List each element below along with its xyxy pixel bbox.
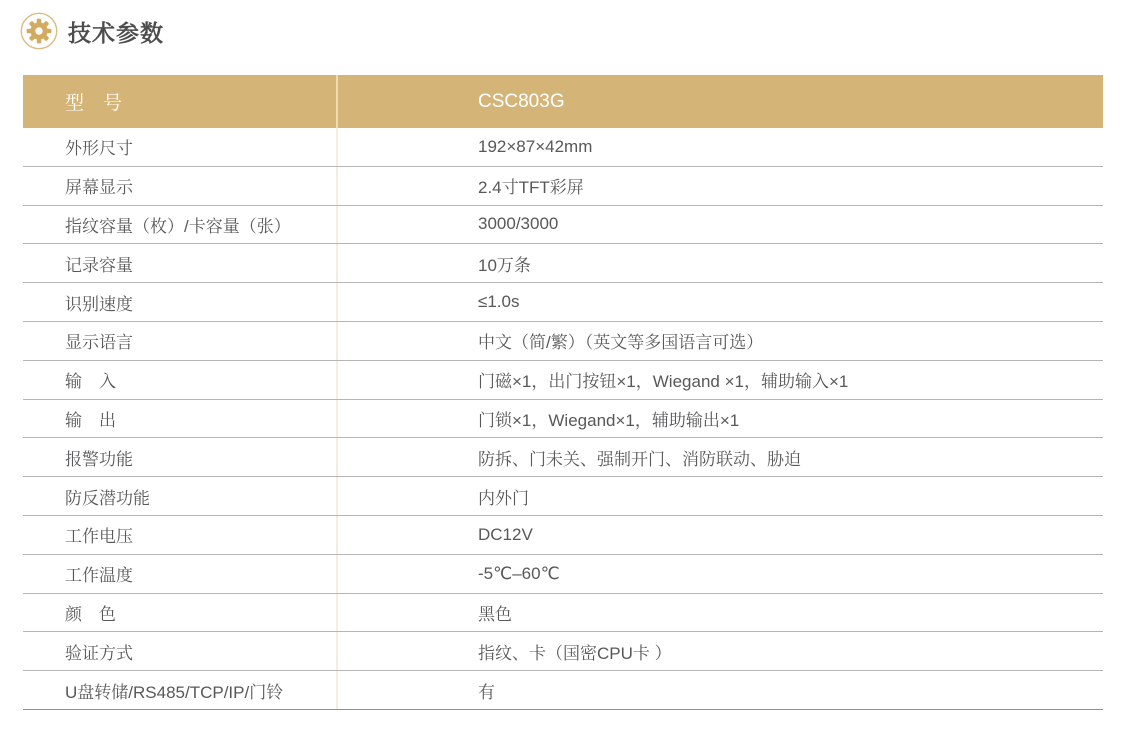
spec-value: 门磁×1，出门按钮×1，Wiegand ×1，辅助输入×1 (478, 372, 849, 392)
spec-label: 颜 色 (23, 594, 338, 632)
spec-value: 10万条 (478, 255, 531, 275)
spec-label: 输 出 (23, 400, 338, 438)
table-row (23, 361, 1103, 400)
spec-value: 内外门 (478, 488, 529, 508)
table-row (23, 244, 1103, 283)
table-row (23, 555, 1103, 594)
table-row (23, 594, 1103, 633)
spec-value: 黑色 (478, 604, 512, 624)
spec-value: DC12V (478, 524, 533, 544)
table-row (23, 128, 1103, 167)
spec-label: 工作温度 (23, 555, 338, 593)
spec-value: ≤1.0s (478, 292, 520, 312)
spec-value: 中文（简/繁）（英文等多国语言可选） (478, 333, 764, 353)
spec-label: 指纹容量（枚）/卡容量（张） (23, 206, 338, 244)
table-row (23, 400, 1103, 439)
spec-label: 工作电压 (23, 516, 338, 554)
spec-label: 识别速度 (23, 283, 338, 321)
spec-label: 屏幕显示 (23, 167, 338, 205)
spec-label: U盘转储/RS485/TCP/IP/门铃 (23, 671, 338, 709)
table-row (23, 516, 1103, 555)
spec-value: 指纹、卡（国密CPU卡 ） (478, 643, 672, 663)
table-row (23, 477, 1103, 516)
spec-label: 防反潜功能 (23, 477, 338, 515)
spec-label: 输 入 (23, 361, 338, 399)
page-title: 技术参数 (68, 19, 164, 46)
spec-label: 验证方式 (23, 632, 338, 670)
table-row (23, 322, 1103, 361)
model-header-label: 型 号 (23, 75, 338, 128)
spec-label: 显示语言 (23, 322, 338, 360)
model-number: CSC803G (478, 90, 565, 112)
gear-icon (20, 12, 58, 50)
spec-value: -5℃–60℃ (478, 563, 560, 583)
spec-value: 防拆、门未关、强制开门、消防联动、胁迫 (478, 449, 801, 469)
spec-value: 门锁×1，Wiegand×1，辅助输出×1 (478, 410, 740, 430)
spec-value: 192×87×42mm (478, 136, 593, 156)
spec-table (23, 75, 1103, 710)
table-row (23, 438, 1103, 477)
spec-table-header-row (23, 75, 1103, 128)
table-row (23, 632, 1103, 671)
spec-value: 2.4寸TFT彩屏 (478, 178, 584, 198)
spec-label: 记录容量 (23, 244, 338, 282)
spec-label: 报警功能 (23, 438, 338, 476)
table-row (23, 167, 1103, 206)
section-header (20, 12, 164, 50)
spec-value: 有 (478, 682, 495, 702)
spec-label: 外形尺寸 (23, 128, 338, 166)
table-row (23, 671, 1103, 710)
spec-value: 3000/3000 (478, 214, 559, 234)
table-row (23, 283, 1103, 322)
spec-table-body (23, 128, 1103, 710)
table-row (23, 206, 1103, 245)
